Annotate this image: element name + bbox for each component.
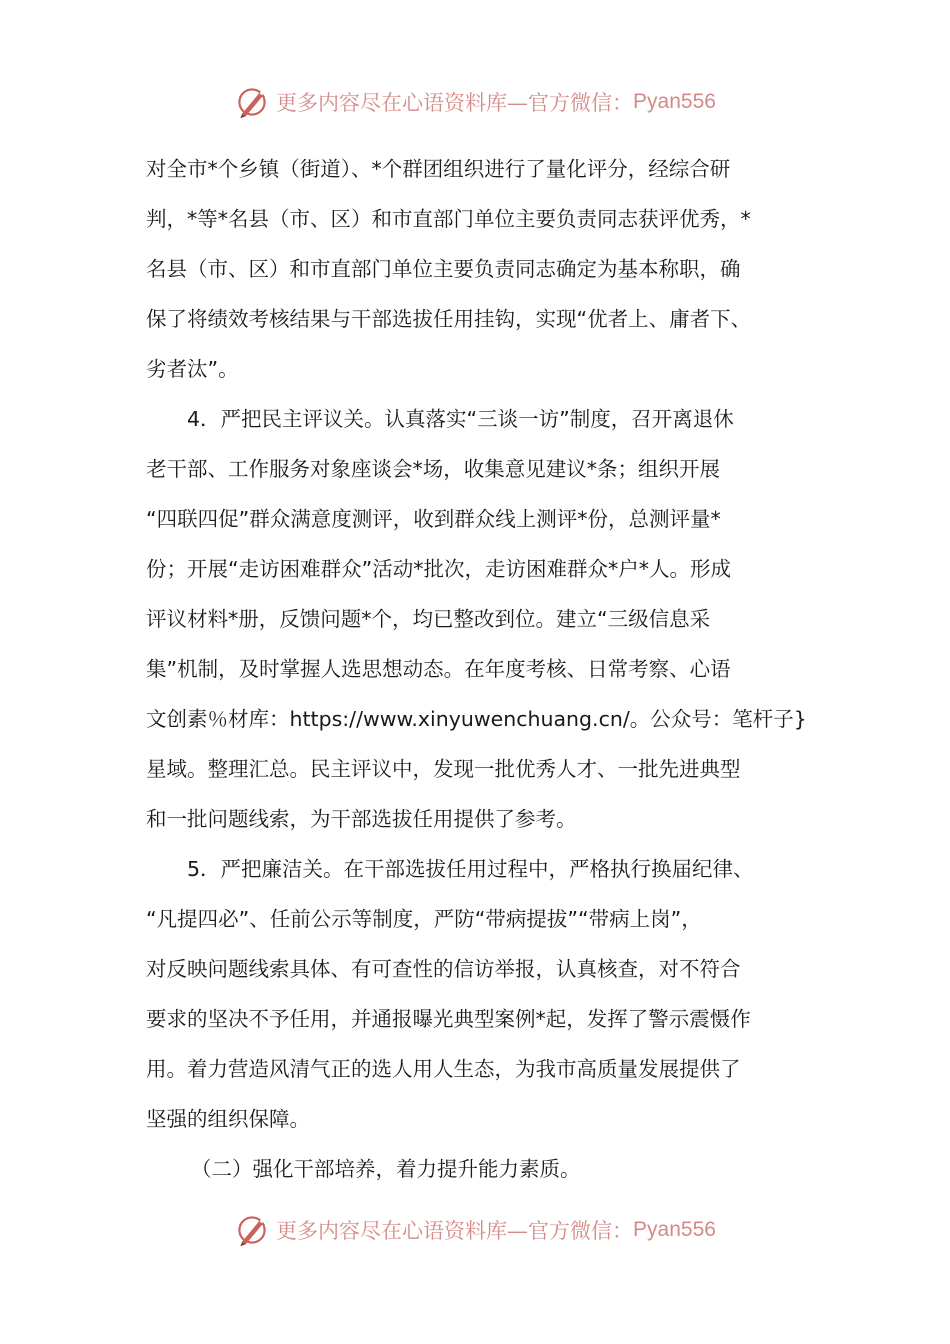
footer-watermark-banner bbox=[0, 1210, 950, 1250]
paragraph-4-heading-line: 4．严把民主评议关。认真落实“三谈一访”制度，召开离退休 bbox=[187, 407, 734, 431]
pen-logo-icon bbox=[234, 1212, 270, 1248]
text-line: “凡提四必”、任前公示等制度，严防“带病提拔”“带病上岗”， bbox=[146, 907, 702, 931]
text-line-with-url: 文创素％材库：https://www.xinyuwenchuang.cn/。公众号：笔杆子} bbox=[146, 707, 807, 731]
text-line: 用。着力营造风清气正的选人用人生态，为我市高质量发展提供了 bbox=[146, 1057, 741, 1081]
text-line: 保了将绩效考核结果与干部选拔任用挂钩，实现“优者上、庸者下、 bbox=[146, 307, 752, 331]
header-watermark-banner bbox=[0, 82, 950, 122]
pen-logo-icon bbox=[234, 84, 270, 120]
header-banner-text: 更多内容尽在心语资料库—官方微信： bbox=[276, 91, 634, 115]
header-wechat-id: Pyan556 bbox=[633, 90, 716, 113]
paragraph-5-heading-line: 5．严把廉洁关。在干部选拔任用过程中，严格执行换届纪律、 bbox=[187, 857, 754, 881]
text-line: 老干部、工作服务对象座谈会*场，收集意见建议*条；组织开展 bbox=[146, 457, 720, 481]
text-line: 坚强的组织保障。 bbox=[146, 1107, 310, 1131]
text-line: 和一批问题线索，为干部选拔任用提供了参考。 bbox=[146, 807, 577, 831]
text-line: 名县（市、区）和市直部门单位主要负责同志确定为基本称职，确 bbox=[146, 257, 741, 281]
text-line: 星域。整理汇总。民主评议中，发现一批优秀人才、一批先进典型 bbox=[146, 757, 741, 781]
text-line: 份；开展“走访困难群众”活动*批次，走访困难群众*户*人。形成 bbox=[146, 557, 731, 581]
text-line: 要求的坚决不予任用，并通报曝光典型案例*起，发挥了警示震慑作 bbox=[146, 1007, 751, 1031]
text-line: 对全市*个乡镇（街道）、*个群团组织进行了量化评分，经综合研 bbox=[146, 157, 731, 181]
section-subheading: （二）强化干部培养，着力提升能力素质。 bbox=[191, 1157, 581, 1181]
footer-banner-text: 更多内容尽在心语资料库—官方微信： bbox=[276, 1219, 634, 1243]
text-line: 集”机制，及时掌握人选思想动态。在年度考核、日常考察、心语 bbox=[146, 657, 731, 681]
text-line: 对反映问题线索具体、有可查性的信访举报，认真核查，对不符合 bbox=[146, 957, 741, 981]
footer-wechat-id: Pyan556 bbox=[633, 1218, 716, 1241]
text-line: 评议材料*册，反馈问题*个，均已整改到位。建立“三级信息采 bbox=[146, 607, 711, 631]
document-body bbox=[146, 144, 822, 1194]
text-line: 劣者汰”。 bbox=[146, 357, 239, 381]
text-line: “四联四促”群众满意度测评，收到群众线上测评*份，总测评量* bbox=[146, 507, 721, 531]
text-line: 判，*等*名县（市、区）和市直部门单位主要负责同志获评优秀，* bbox=[146, 207, 751, 231]
